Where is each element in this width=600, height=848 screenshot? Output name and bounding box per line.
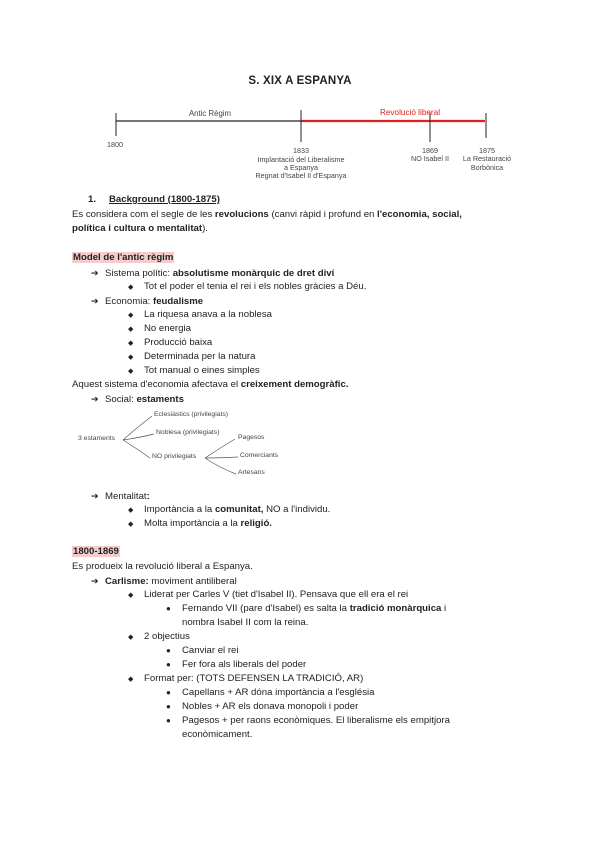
period-intro: Es produeix la revolució liberal a Espanya. <box>72 561 253 572</box>
economia-sub-1 <box>128 308 272 323</box>
intro-revolucions: revolucions <box>214 209 269 220</box>
diamond-bullet-icon: ◆ <box>128 340 134 347</box>
estament-noblesa: Noblesa (privilegiats) <box>156 429 220 436</box>
liderat-item <box>128 588 408 603</box>
timeline-desc-1875-line2: Borbònica <box>470 163 504 172</box>
carlisme-item <box>91 574 237 589</box>
economia-label: Economia: <box>105 296 153 307</box>
arrow-icon: ➔ <box>91 491 99 501</box>
timeline-desc-1833-line3: Regnat d'Isabel II d'Espanya <box>255 171 347 180</box>
economia-sub-5 <box>128 364 260 379</box>
estament-no-privilegiats: NO privilegiats <box>152 453 197 460</box>
aquest-text: Aquest sistema d'economia afectava el <box>72 379 241 390</box>
fernando-bold: tradició monàrquica <box>349 603 442 614</box>
timeline-desc-1869: NO Isabel II <box>411 154 449 163</box>
social-item <box>91 392 184 407</box>
format-sub-text: Nobles + AR els donava monopoli i poder <box>182 701 359 712</box>
fernando-item <box>166 602 446 616</box>
diamond-bullet-icon: ◆ <box>128 312 134 319</box>
economia-value: feudalisme <box>153 296 204 307</box>
background-intro-line1 <box>72 208 462 222</box>
intro-economia: l'economia, social, <box>377 209 462 220</box>
ment1-bold: comunitat, <box>214 504 264 515</box>
social-value: estaments <box>136 394 184 405</box>
ment2-text: Molta importància a la <box>144 518 241 529</box>
social-label: Social: <box>105 394 137 405</box>
page-title: S. XIX A ESPANYA <box>248 75 352 87</box>
fernando-item-cont: nombra Isabel II com la reina. <box>182 617 309 628</box>
liderat-text: Liderat per Carles V (tiet d'Isabel II). Pensava que ell era el rei <box>144 589 409 600</box>
background-number: 1. <box>88 194 97 205</box>
fernando-end: i <box>441 603 447 614</box>
dot-bullet-icon: ● <box>166 702 171 711</box>
estament-pagesos: Pagesos <box>238 434 265 441</box>
format-sub-1 <box>166 686 375 700</box>
mentalitat-item <box>91 489 150 504</box>
mentalitat-colon: : <box>146 491 150 502</box>
mentalitat-sub-2 <box>128 517 272 532</box>
sistema-politic-sub <box>128 280 366 295</box>
timeline-label-revolucio-liberal: Revolució liberal <box>379 108 441 117</box>
intro-end: ). <box>202 223 208 234</box>
diamond-bullet-icon: ◆ <box>128 354 134 361</box>
timeline-year-1869: 1869 <box>422 146 438 155</box>
ment1-text: Importància a la <box>144 504 215 515</box>
timeline-desc-1833-line2: a Espanya <box>284 163 318 172</box>
aquest-bold: creixement demogràfic. <box>240 379 349 390</box>
objectius-sub-text: Fer fora als liberals del poder <box>182 659 307 670</box>
dot-bullet-icon: ● <box>166 688 171 697</box>
economia-sub-4 <box>128 350 255 365</box>
background-heading <box>88 193 220 207</box>
ment2-bold: religió. <box>240 518 272 529</box>
aquest-sistema-line <box>72 378 348 392</box>
estaments-root: 3 estaments <box>78 435 116 442</box>
format-sub-3-cont: econòmicament. <box>182 729 253 740</box>
arrow-icon: ➔ <box>91 268 99 278</box>
diamond-bullet-icon: ◆ <box>128 676 134 683</box>
timeline <box>0 100 600 190</box>
diamond-bullet-icon: ◆ <box>128 326 134 333</box>
objectius-sub-text: Canviar el rei <box>182 645 239 656</box>
dot-bullet-icon: ● <box>166 660 171 669</box>
arrow-icon: ➔ <box>91 296 99 306</box>
format-sub-2 <box>166 700 358 714</box>
estaments-diagram <box>70 408 330 483</box>
timeline-year-1875: 1875 <box>479 146 495 155</box>
diamond-bullet-icon: ◆ <box>128 634 134 641</box>
arrow-icon: ➔ <box>91 394 99 404</box>
objectius-item <box>128 630 190 645</box>
format-text: Format per: (TOTS DEFENSEN LA TRADICIÓ, AR) <box>144 673 364 684</box>
economia-sub-text: No energia <box>144 323 191 334</box>
economia-sub-text: Tot manual o eines simples <box>144 365 260 376</box>
economia-item <box>91 294 203 309</box>
economia-sub-text: La riquesa anava a la noblesa <box>144 309 273 320</box>
intro-politica: política i cultura o mentalitat <box>72 223 203 234</box>
estament-artesans: Artesans <box>238 469 265 476</box>
timeline-desc-1833-line1: Implantació del Liberalisme <box>257 155 345 164</box>
sistema-label: Sistema polític: <box>105 268 173 279</box>
ment1-end: NO a l'individu. <box>263 504 331 515</box>
timeline-label-antic-regim: Antic Règim <box>188 109 232 118</box>
model-heading <box>72 251 174 265</box>
economia-sub-text: Producció baixa <box>144 337 213 348</box>
diamond-bullet-icon: ◆ <box>128 368 134 375</box>
objectius-text: 2 objectius <box>144 631 190 642</box>
mentalitat-sub-1 <box>128 503 330 518</box>
timeline-year-1800: 1800 <box>107 140 123 149</box>
timeline-desc-1875-line1: La Restauració <box>462 154 512 163</box>
sistema-value: absolutisme monàrquic de dret diví <box>172 268 335 279</box>
period-heading-text: 1800-1869 <box>73 546 119 557</box>
format-sub-3 <box>166 714 450 728</box>
estaments-connectors <box>70 408 330 483</box>
model-heading-text: Model de l'antic règim <box>73 252 174 263</box>
arrow-icon: ➔ <box>91 576 99 586</box>
format-sub-text: Capellans + AR dóna importància a l'església <box>182 687 375 698</box>
background-heading-text: Background (1800-1875) <box>109 194 220 205</box>
format-item <box>128 672 363 687</box>
sistema-sub-text: Tot el poder el tenia el rei i els nobles gràcies a Déu. <box>144 281 367 292</box>
diamond-bullet-icon: ◆ <box>128 507 134 514</box>
period-heading <box>72 545 120 559</box>
carlisme-text: moviment antiliberal <box>148 576 237 587</box>
estament-comerciants: Comerciants <box>240 452 279 459</box>
objectius-sub-2 <box>166 658 306 672</box>
carlisme-bold: Carlisme: <box>105 576 149 587</box>
diamond-bullet-icon: ◆ <box>128 521 134 528</box>
diamond-bullet-icon: ◆ <box>128 592 134 599</box>
economia-sub-3 <box>128 336 212 351</box>
dot-bullet-icon: ● <box>166 716 171 725</box>
estament-eclesiastics: Eclesiàstics (privilegiats) <box>154 411 229 418</box>
intro-text-mid: (canvi ràpid i profund en <box>268 209 378 220</box>
dot-bullet-icon: ● <box>166 646 171 655</box>
objectius-sub-1 <box>166 644 239 658</box>
background-intro-line2 <box>72 222 208 236</box>
dot-bullet-icon: ● <box>166 604 171 613</box>
fernando-text: Fernando VII (pare d'Isabel) es salta la <box>182 603 350 614</box>
economia-sub-2 <box>128 322 191 337</box>
intro-text: Es considera com el segle de les <box>72 209 215 220</box>
format-sub-text: Pagesos + per raons econòmiques. El liberalisme els empitjora <box>182 715 450 726</box>
timeline-year-1833: 1833 <box>293 146 309 155</box>
economia-sub-text: Determinada per la natura <box>144 351 256 362</box>
mentalitat-label: Mentalitat <box>105 491 147 502</box>
sistema-politic-item <box>91 266 334 281</box>
diamond-bullet-icon: ◆ <box>128 284 134 291</box>
